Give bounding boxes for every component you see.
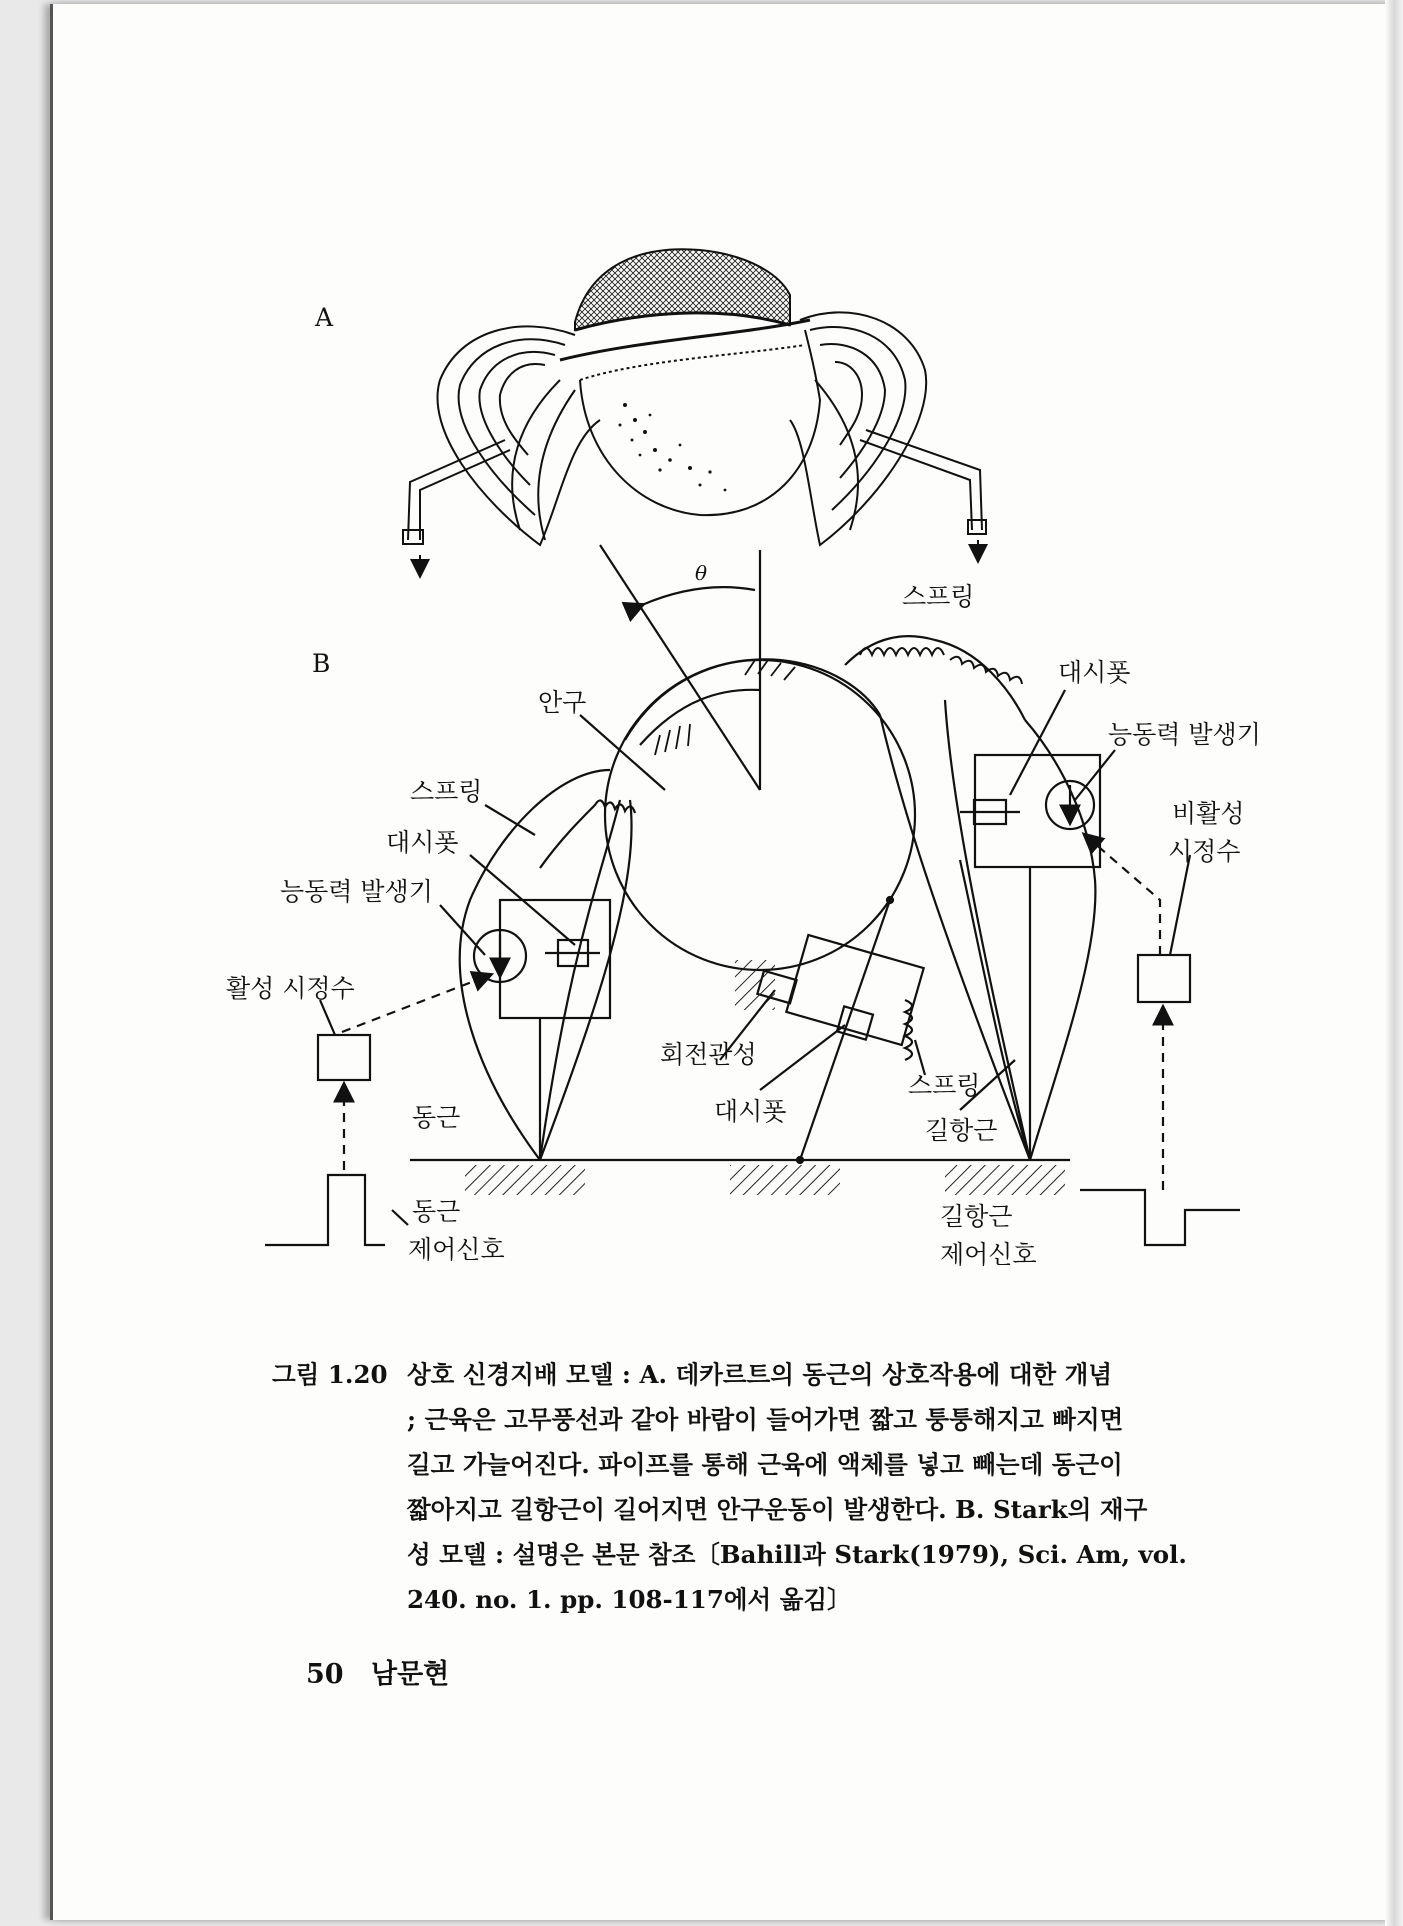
agonist-control-label-1: 동근 (412, 1197, 461, 1226)
spring-top-label: 스프링 (902, 582, 975, 611)
caption-line: 상호 신경지배 모델 : A. 데카르트의 동근의 상호작용에 대한 개념 (407, 1360, 1113, 1389)
caption-body (407, 1352, 1239, 1622)
panel-a-drawing (403, 249, 986, 575)
dashpot-center-label: 대시폿 (714, 1097, 787, 1126)
active-generator-right-label: 능동력 발생기 (1108, 720, 1261, 749)
dashpot-right-label: 대시폿 (1058, 658, 1131, 687)
author-name: 남문현 (370, 1659, 450, 1690)
active-time-constant-label: 활성 시정수 (226, 974, 355, 1003)
eyeball-label: 안구 (538, 688, 587, 717)
caption-line: 짧아지고 길항근이 길어지면 안구운동이 발생한다. B. Stark의 재구 (407, 1495, 1148, 1524)
antagonist-control-label-1: 길항근 (940, 1202, 1013, 1231)
theta-label: θ (695, 561, 708, 585)
panel-b-label: B (312, 649, 331, 678)
figure-labels (226, 303, 1261, 1269)
agonist-label: 동근 (412, 1103, 461, 1132)
figure-number: 그림 1.20 (272, 1360, 388, 1389)
antagonist-control-label-2: 제어신호 (940, 1240, 1037, 1269)
caption-line: 240. no. 1. pp. 108-117에서 옮김〕 (407, 1585, 852, 1614)
panel-a-label: A (315, 303, 334, 332)
inactive-time-constant-label-1: 비활성 (1172, 799, 1245, 828)
spring-left-label: 스프링 (410, 777, 483, 806)
caption-line: 성 모델 : 설명은 본문 참조〔Bahill과 Stark(1979), Sci. Am, vol. (407, 1540, 1187, 1569)
active-generator-left-label: 능동력 발생기 (280, 877, 433, 906)
dashpot-left-label: 대시폿 (386, 828, 459, 857)
antagonist-label: 길항근 (925, 1116, 998, 1145)
inactive-time-constant-label-2: 시정수 (1168, 837, 1241, 866)
caption-line: 길고 가늘어진다. 파이프를 통해 근육에 액체를 넣고 빼는데 동근이 (407, 1450, 1123, 1479)
rotational-inertia-label: 회전관성 (660, 1040, 757, 1069)
page-footer (306, 1652, 467, 1691)
page-number: 50 (306, 1659, 344, 1690)
caption-line: ; 근육은 고무풍선과 같아 바람이 들어가면 짧고 퉁퉁해지고 빠지면 (407, 1405, 1124, 1434)
agonist-control-label-2: 제어신호 (408, 1235, 505, 1264)
spring-center-label: 스프링 (908, 1071, 981, 1100)
